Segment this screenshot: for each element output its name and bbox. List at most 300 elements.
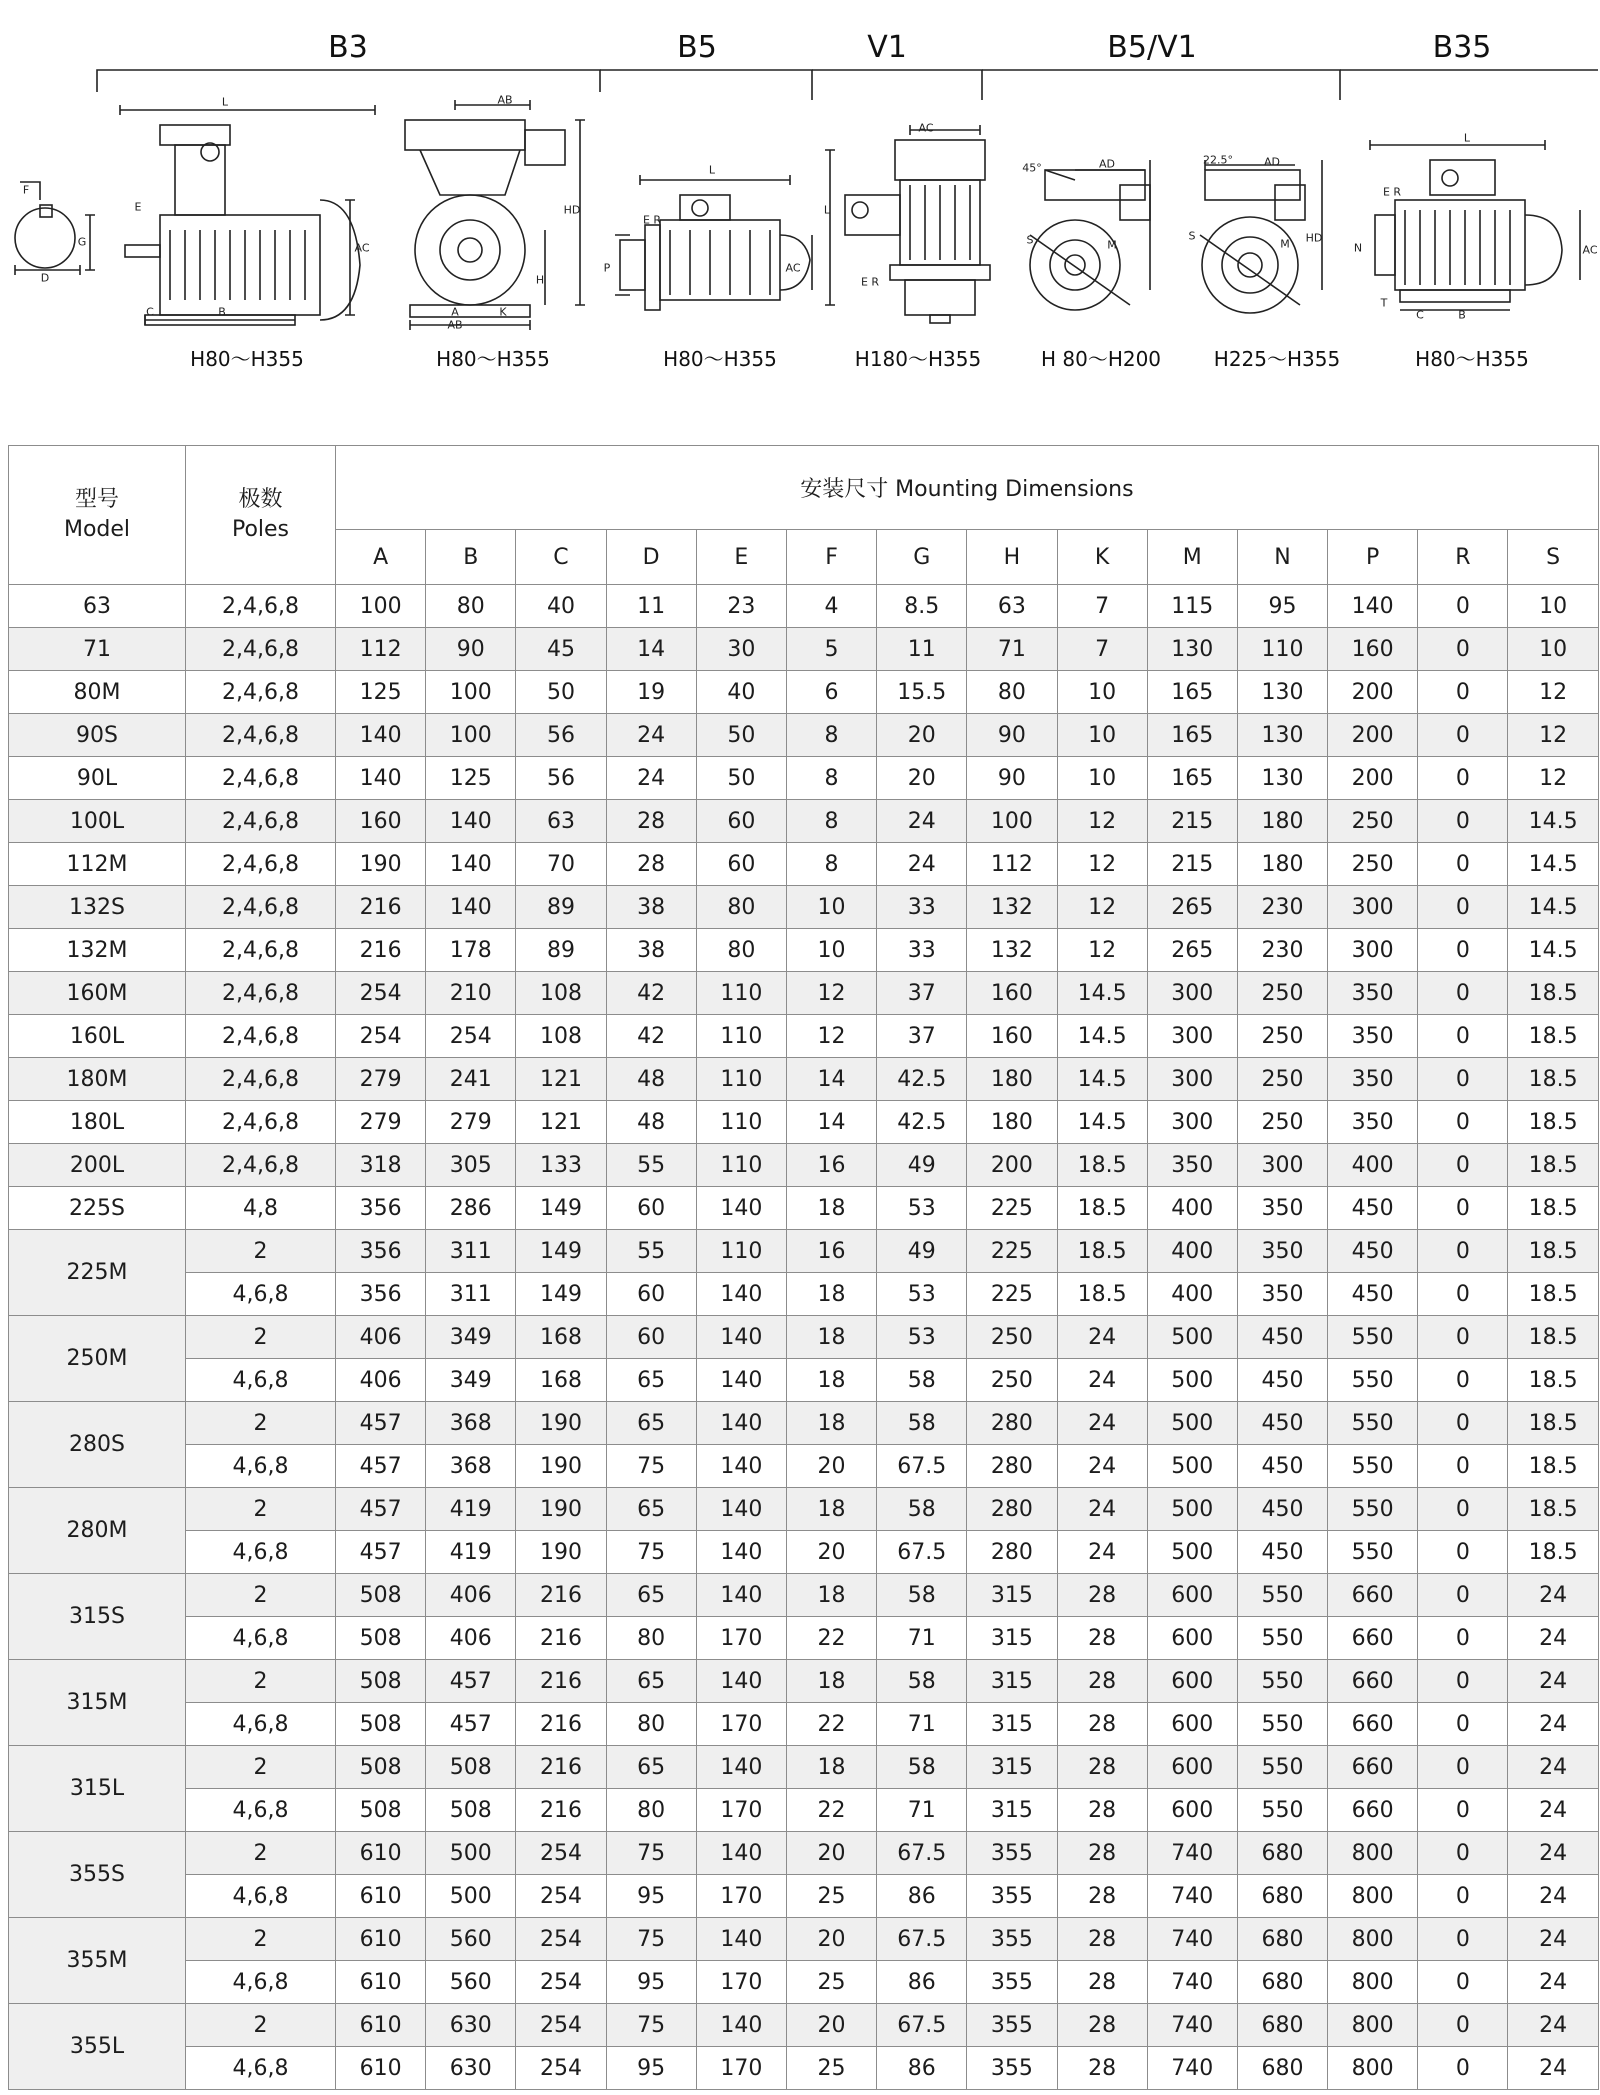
dim-c-b35: C bbox=[1416, 308, 1424, 322]
dimension-cell-p: 160 bbox=[1328, 628, 1418, 671]
dimension-cell-f: 5 bbox=[786, 628, 876, 671]
dimension-cell-p: 250 bbox=[1328, 843, 1418, 886]
b5v1-large-drawing bbox=[1200, 160, 1322, 313]
dimension-cell-a: 356 bbox=[336, 1230, 426, 1273]
dimension-cell-s: 14.5 bbox=[1508, 929, 1598, 972]
dimension-cell-f: 25 bbox=[786, 1961, 876, 2004]
dimension-cell-g: 33 bbox=[877, 929, 967, 972]
table-row bbox=[9, 1316, 1599, 1359]
dimension-cell-m: 740 bbox=[1147, 2004, 1237, 2047]
dimension-cell-p: 800 bbox=[1328, 2047, 1418, 2090]
dimension-cell-e: 140 bbox=[696, 1488, 786, 1531]
poles-cell: 2 bbox=[186, 1402, 336, 1445]
table-row bbox=[9, 1875, 1599, 1918]
range-label-b5v1-small: H 80～H200 bbox=[1040, 347, 1162, 371]
poles-header bbox=[186, 446, 336, 585]
dimension-cell-f: 8 bbox=[786, 843, 876, 886]
dimension-cell-p: 800 bbox=[1328, 1832, 1418, 1875]
model-cell: 132S bbox=[9, 886, 186, 929]
dimension-cell-g: 15.5 bbox=[877, 671, 967, 714]
dimension-cell-c: 45 bbox=[516, 628, 606, 671]
dimension-cell-k: 7 bbox=[1057, 628, 1147, 671]
dimension-cell-m: 165 bbox=[1147, 671, 1237, 714]
poles-cell: 4,6,8 bbox=[186, 1961, 336, 2004]
dimension-cell-m: 600 bbox=[1147, 1574, 1237, 1617]
dimension-cell-a: 610 bbox=[336, 1961, 426, 2004]
dimension-cell-f: 18 bbox=[786, 1402, 876, 1445]
table-row bbox=[9, 2047, 1599, 2090]
dimension-cell-h: 250 bbox=[967, 1316, 1057, 1359]
table-row bbox=[9, 1187, 1599, 1230]
dimension-cell-c: 168 bbox=[516, 1359, 606, 1402]
dimension-cell-m: 500 bbox=[1147, 1402, 1237, 1445]
dimension-cell-c: 50 bbox=[516, 671, 606, 714]
dimension-cell-h: 315 bbox=[967, 1617, 1057, 1660]
dimension-cell-a: 279 bbox=[336, 1058, 426, 1101]
dimension-cell-h: 280 bbox=[967, 1531, 1057, 1574]
poles-cell: 2 bbox=[186, 1316, 336, 1359]
dimension-cell-g: 58 bbox=[877, 1488, 967, 1531]
dimension-cell-e: 110 bbox=[696, 1015, 786, 1058]
dim-hd-large: HD bbox=[1305, 231, 1323, 245]
dimension-cell-n: 680 bbox=[1237, 1961, 1327, 2004]
model-header bbox=[9, 446, 186, 585]
dimension-cell-k: 12 bbox=[1057, 929, 1147, 972]
dim-l-b35: L bbox=[1463, 131, 1471, 145]
dim-s-large: S bbox=[1188, 229, 1196, 243]
dimension-cell-s: 10 bbox=[1508, 585, 1598, 628]
dimension-cell-r: 0 bbox=[1418, 1359, 1508, 1402]
dimension-cell-s: 24 bbox=[1508, 1875, 1598, 1918]
mounting-dimensions-header: 安装尺寸 Mounting Dimensions bbox=[336, 446, 1599, 530]
dimension-cell-e: 50 bbox=[696, 714, 786, 757]
table-row bbox=[9, 972, 1599, 1015]
dimension-cell-k: 12 bbox=[1057, 886, 1147, 929]
dimension-cell-s: 10 bbox=[1508, 628, 1598, 671]
table-row bbox=[9, 1058, 1599, 1101]
dimension-cell-g: 67.5 bbox=[877, 1531, 967, 1574]
dimension-cell-f: 8 bbox=[786, 757, 876, 800]
dimension-cell-n: 350 bbox=[1237, 1230, 1327, 1273]
table-row bbox=[9, 1961, 1599, 2004]
dimension-cell-h: 225 bbox=[967, 1187, 1057, 1230]
dimension-cell-d: 95 bbox=[606, 1961, 696, 2004]
dimension-cell-c: 108 bbox=[516, 972, 606, 1015]
dimension-cell-d: 75 bbox=[606, 1832, 696, 1875]
dimension-cell-f: 14 bbox=[786, 1058, 876, 1101]
dimension-cell-c: 190 bbox=[516, 1488, 606, 1531]
dimension-cell-c: 254 bbox=[516, 2004, 606, 2047]
dimension-cell-p: 200 bbox=[1328, 671, 1418, 714]
dimension-cell-c: 56 bbox=[516, 714, 606, 757]
column-header-g: G bbox=[877, 530, 967, 585]
model-cell: 315M bbox=[9, 1660, 186, 1746]
dimension-cell-d: 42 bbox=[606, 1015, 696, 1058]
mounting-label-b5: B5 bbox=[677, 30, 717, 65]
dimension-cell-a: 254 bbox=[336, 972, 426, 1015]
dimension-cell-k: 28 bbox=[1057, 2047, 1147, 2090]
dimension-cell-r: 0 bbox=[1418, 1875, 1508, 1918]
dimension-cell-c: 149 bbox=[516, 1187, 606, 1230]
dimension-cell-f: 16 bbox=[786, 1230, 876, 1273]
dimension-cell-h: 225 bbox=[967, 1273, 1057, 1316]
dimension-cell-f: 18 bbox=[786, 1746, 876, 1789]
table-row bbox=[9, 886, 1599, 929]
dimension-cell-r: 0 bbox=[1418, 1058, 1508, 1101]
dimension-cell-g: 8.5 bbox=[877, 585, 967, 628]
dimension-cell-f: 12 bbox=[786, 1015, 876, 1058]
range-label-b3-side: H80～H355 bbox=[190, 347, 304, 371]
dimension-cell-k: 24 bbox=[1057, 1359, 1147, 1402]
dimension-cell-r: 0 bbox=[1418, 1187, 1508, 1230]
dimension-cell-g: 86 bbox=[877, 1961, 967, 2004]
dimension-cell-h: 315 bbox=[967, 1660, 1057, 1703]
dimension-cell-a: 254 bbox=[336, 1015, 426, 1058]
dimension-cell-c: 89 bbox=[516, 929, 606, 972]
dimension-cell-s: 18.5 bbox=[1508, 1531, 1598, 1574]
poles-cell: 2,4,6,8 bbox=[186, 757, 336, 800]
poles-cell: 2 bbox=[186, 1230, 336, 1273]
dimension-cell-n: 130 bbox=[1237, 757, 1327, 800]
dimension-cell-p: 350 bbox=[1328, 1101, 1418, 1144]
dimension-cell-k: 28 bbox=[1057, 1703, 1147, 1746]
poles-cell: 2,4,6,8 bbox=[186, 843, 336, 886]
v1-drawing bbox=[825, 125, 990, 323]
dimension-cell-e: 140 bbox=[696, 1574, 786, 1617]
dimension-cell-r: 0 bbox=[1418, 1445, 1508, 1488]
dimension-cell-c: 149 bbox=[516, 1230, 606, 1273]
dimension-cell-f: 4 bbox=[786, 585, 876, 628]
dimension-cell-f: 22 bbox=[786, 1703, 876, 1746]
dimension-cell-p: 800 bbox=[1328, 1961, 1418, 2004]
poles-cell: 4,8 bbox=[186, 1187, 336, 1230]
dimension-cell-f: 8 bbox=[786, 714, 876, 757]
dimension-cell-b: 311 bbox=[426, 1273, 516, 1316]
dimension-cell-n: 250 bbox=[1237, 1058, 1327, 1101]
range-label-b5: H80～H355 bbox=[663, 347, 777, 371]
dimension-cell-p: 550 bbox=[1328, 1402, 1418, 1445]
dimension-cell-a: 140 bbox=[336, 757, 426, 800]
dimension-cell-b: 140 bbox=[426, 886, 516, 929]
poles-cell: 2 bbox=[186, 1832, 336, 1875]
dimension-cell-a: 508 bbox=[336, 1660, 426, 1703]
dimension-cell-r: 0 bbox=[1418, 585, 1508, 628]
dimension-cell-p: 250 bbox=[1328, 800, 1418, 843]
table-row bbox=[9, 1273, 1599, 1316]
dimension-cell-f: 20 bbox=[786, 2004, 876, 2047]
dim-er-v1: E R bbox=[860, 275, 880, 289]
table-row bbox=[9, 1617, 1599, 1660]
dimension-cell-h: 355 bbox=[967, 1961, 1057, 2004]
model-header-en: Model bbox=[63, 517, 131, 542]
dimension-cell-h: 90 bbox=[967, 714, 1057, 757]
dimension-cell-k: 18.5 bbox=[1057, 1144, 1147, 1187]
dimension-cell-s: 18.5 bbox=[1508, 1359, 1598, 1402]
column-header-n: N bbox=[1237, 530, 1327, 585]
dimension-cell-g: 58 bbox=[877, 1660, 967, 1703]
column-header-f: F bbox=[786, 530, 876, 585]
dimension-cell-n: 300 bbox=[1237, 1144, 1327, 1187]
column-header-a: A bbox=[336, 530, 426, 585]
dimension-cell-a: 457 bbox=[336, 1531, 426, 1574]
dimension-cell-p: 660 bbox=[1328, 1789, 1418, 1832]
dimension-cell-d: 65 bbox=[606, 1359, 696, 1402]
dimension-cell-b: 241 bbox=[426, 1058, 516, 1101]
dimension-cell-d: 24 bbox=[606, 757, 696, 800]
dimension-cell-b: 80 bbox=[426, 585, 516, 628]
poles-cell: 2,4,6,8 bbox=[186, 1015, 336, 1058]
dimension-cell-g: 58 bbox=[877, 1402, 967, 1445]
mounting-label-b35: B35 bbox=[1432, 30, 1492, 65]
bracket-b3 bbox=[97, 70, 600, 92]
dimension-cell-r: 0 bbox=[1418, 1144, 1508, 1187]
dimension-cell-d: 65 bbox=[606, 1746, 696, 1789]
dimension-cell-m: 400 bbox=[1147, 1273, 1237, 1316]
table-row bbox=[9, 1574, 1599, 1617]
dimension-cell-s: 24 bbox=[1508, 2047, 1598, 2090]
dimension-cell-b: 560 bbox=[426, 1918, 516, 1961]
dimension-cell-b: 630 bbox=[426, 2004, 516, 2047]
dimension-cell-s: 14.5 bbox=[1508, 886, 1598, 929]
bracket-b5 bbox=[600, 70, 812, 100]
dimension-cell-s: 18.5 bbox=[1508, 1230, 1598, 1273]
dimension-cell-g: 37 bbox=[877, 1015, 967, 1058]
dim-f: F bbox=[22, 183, 30, 197]
dimension-cell-a: 610 bbox=[336, 2047, 426, 2090]
poles-cell: 2 bbox=[186, 1660, 336, 1703]
dim-g: G bbox=[77, 235, 87, 249]
model-cell: 180L bbox=[9, 1101, 186, 1144]
dim-c-b3: C bbox=[146, 305, 154, 319]
dimension-cell-r: 0 bbox=[1418, 1488, 1508, 1531]
dimension-cell-g: 58 bbox=[877, 1746, 967, 1789]
dim-ac-b3: AC bbox=[354, 241, 370, 255]
column-header-c: C bbox=[516, 530, 606, 585]
dimension-cell-a: 140 bbox=[336, 714, 426, 757]
dimension-cell-p: 550 bbox=[1328, 1488, 1418, 1531]
poles-cell: 2 bbox=[186, 1746, 336, 1789]
dimension-cell-c: 216 bbox=[516, 1703, 606, 1746]
dimension-cell-r: 0 bbox=[1418, 972, 1508, 1015]
dimension-cell-n: 230 bbox=[1237, 929, 1327, 972]
dimension-cell-c: 70 bbox=[516, 843, 606, 886]
dimension-cell-a: 508 bbox=[336, 1617, 426, 1660]
dimension-cell-n: 450 bbox=[1237, 1402, 1327, 1445]
dimension-cell-m: 215 bbox=[1147, 800, 1237, 843]
dimension-cell-s: 24 bbox=[1508, 1617, 1598, 1660]
table-row bbox=[9, 1402, 1599, 1445]
poles-cell: 4,6,8 bbox=[186, 1789, 336, 1832]
mounting-label-v1: V1 bbox=[867, 30, 907, 65]
dimension-cell-c: 216 bbox=[516, 1617, 606, 1660]
dimension-cell-b: 500 bbox=[426, 1875, 516, 1918]
dimension-cell-c: 216 bbox=[516, 1660, 606, 1703]
dimension-cell-h: 160 bbox=[967, 1015, 1057, 1058]
dimension-cell-f: 6 bbox=[786, 671, 876, 714]
mounting-drawings bbox=[0, 0, 1600, 390]
dimension-cell-p: 450 bbox=[1328, 1273, 1418, 1316]
dimension-cell-r: 0 bbox=[1418, 929, 1508, 972]
dimension-cell-a: 356 bbox=[336, 1273, 426, 1316]
dimension-cell-h: 315 bbox=[967, 1789, 1057, 1832]
dimension-cell-f: 10 bbox=[786, 929, 876, 972]
dim-a-b3: A bbox=[451, 305, 459, 319]
model-cell: 200L bbox=[9, 1144, 186, 1187]
dimension-cell-m: 300 bbox=[1147, 1058, 1237, 1101]
dimension-cell-a: 125 bbox=[336, 671, 426, 714]
dimension-cell-d: 75 bbox=[606, 2004, 696, 2047]
dimension-cell-a: 216 bbox=[336, 929, 426, 972]
dimension-cell-c: 121 bbox=[516, 1058, 606, 1101]
poles-header-en: Poles bbox=[231, 517, 290, 542]
dimension-cell-e: 170 bbox=[696, 1875, 786, 1918]
dimension-cell-m: 740 bbox=[1147, 1875, 1237, 1918]
dimension-cell-p: 350 bbox=[1328, 972, 1418, 1015]
model-cell: 315S bbox=[9, 1574, 186, 1660]
dimension-cell-d: 65 bbox=[606, 1488, 696, 1531]
dimension-cell-c: 216 bbox=[516, 1746, 606, 1789]
range-label-b3-front: H80～H355 bbox=[436, 347, 550, 371]
dimension-cell-e: 30 bbox=[696, 628, 786, 671]
bracket-b5v1 bbox=[982, 70, 1340, 100]
dimension-cell-f: 20 bbox=[786, 1445, 876, 1488]
dimension-cell-g: 71 bbox=[877, 1703, 967, 1746]
table-row bbox=[9, 1703, 1599, 1746]
dimension-cell-p: 800 bbox=[1328, 1918, 1418, 1961]
dimension-cell-d: 95 bbox=[606, 2047, 696, 2090]
dim-s-small: S bbox=[1026, 233, 1034, 247]
dimension-cell-r: 0 bbox=[1418, 2047, 1508, 2090]
column-header-h: H bbox=[967, 530, 1057, 585]
model-cell: 225S bbox=[9, 1187, 186, 1230]
dimension-cell-k: 24 bbox=[1057, 1445, 1147, 1488]
dimension-cell-k: 14.5 bbox=[1057, 1058, 1147, 1101]
dimension-cell-s: 14.5 bbox=[1508, 800, 1598, 843]
dimension-cell-s: 12 bbox=[1508, 757, 1598, 800]
dimension-cell-p: 200 bbox=[1328, 714, 1418, 757]
dimension-cell-e: 80 bbox=[696, 886, 786, 929]
dimension-cell-h: 355 bbox=[967, 1918, 1057, 1961]
dimension-cell-d: 65 bbox=[606, 1574, 696, 1617]
dimension-cell-h: 71 bbox=[967, 628, 1057, 671]
dimension-cell-a: 610 bbox=[336, 1875, 426, 1918]
dimension-cell-p: 550 bbox=[1328, 1359, 1418, 1402]
dimension-cell-n: 550 bbox=[1237, 1574, 1327, 1617]
dimension-cell-n: 550 bbox=[1237, 1789, 1327, 1832]
dimension-cell-k: 14.5 bbox=[1057, 1015, 1147, 1058]
dimension-cell-r: 0 bbox=[1418, 714, 1508, 757]
dimension-cell-e: 140 bbox=[696, 1316, 786, 1359]
dimension-cell-s: 18.5 bbox=[1508, 1101, 1598, 1144]
dimension-cell-g: 20 bbox=[877, 757, 967, 800]
dimension-cell-c: 133 bbox=[516, 1144, 606, 1187]
dimension-cell-p: 140 bbox=[1328, 585, 1418, 628]
dimension-cell-e: 170 bbox=[696, 1703, 786, 1746]
dimension-cell-g: 58 bbox=[877, 1359, 967, 1402]
dimension-cell-g: 86 bbox=[877, 1875, 967, 1918]
dimension-cell-e: 110 bbox=[696, 972, 786, 1015]
dimension-cell-b: 349 bbox=[426, 1359, 516, 1402]
poles-cell: 2,4,6,8 bbox=[186, 671, 336, 714]
dim-ad-small: AD bbox=[1099, 157, 1115, 171]
dimension-cell-e: 110 bbox=[696, 1144, 786, 1187]
dimension-cell-m: 740 bbox=[1147, 1961, 1237, 2004]
dimension-cell-k: 14.5 bbox=[1057, 1101, 1147, 1144]
dimension-cell-e: 140 bbox=[696, 1402, 786, 1445]
dimension-cell-p: 450 bbox=[1328, 1187, 1418, 1230]
b5-drawing bbox=[615, 175, 812, 310]
poles-cell: 4,6,8 bbox=[186, 1703, 336, 1746]
model-cell: 80M bbox=[9, 671, 186, 714]
poles-cell: 2 bbox=[186, 2004, 336, 2047]
table-row bbox=[9, 757, 1599, 800]
table-row bbox=[9, 929, 1599, 972]
dimension-cell-e: 140 bbox=[696, 1531, 786, 1574]
dimension-cell-c: 108 bbox=[516, 1015, 606, 1058]
dimension-cell-a: 457 bbox=[336, 1402, 426, 1445]
dimension-cell-h: 112 bbox=[967, 843, 1057, 886]
table-body bbox=[9, 585, 1599, 2090]
dimension-cell-b: 286 bbox=[426, 1187, 516, 1230]
dimension-cell-n: 350 bbox=[1237, 1187, 1327, 1230]
dimension-cell-a: 457 bbox=[336, 1488, 426, 1531]
dimension-cell-e: 50 bbox=[696, 757, 786, 800]
dimension-cell-c: 190 bbox=[516, 1445, 606, 1488]
dimension-cell-e: 140 bbox=[696, 1273, 786, 1316]
dimension-cell-m: 400 bbox=[1147, 1230, 1237, 1273]
dim-t-b35: T bbox=[1380, 296, 1388, 310]
dimension-cell-d: 80 bbox=[606, 1703, 696, 1746]
model-cell: 160L bbox=[9, 1015, 186, 1058]
poles-cell: 2,4,6,8 bbox=[186, 886, 336, 929]
dimension-cell-b: 368 bbox=[426, 1445, 516, 1488]
dimension-cell-h: 132 bbox=[967, 886, 1057, 929]
dimension-cell-h: 315 bbox=[967, 1746, 1057, 1789]
dimension-cell-r: 0 bbox=[1418, 1703, 1508, 1746]
dimension-cell-f: 25 bbox=[786, 2047, 876, 2090]
dimension-cell-f: 10 bbox=[786, 886, 876, 929]
dimension-cell-a: 216 bbox=[336, 886, 426, 929]
dimension-cell-h: 180 bbox=[967, 1101, 1057, 1144]
dimension-cell-n: 130 bbox=[1237, 714, 1327, 757]
dimension-cell-d: 42 bbox=[606, 972, 696, 1015]
dimension-cell-h: 63 bbox=[967, 585, 1057, 628]
dimension-cell-h: 90 bbox=[967, 757, 1057, 800]
dimension-cell-n: 680 bbox=[1237, 1918, 1327, 1961]
dim-d: D bbox=[40, 271, 50, 285]
dimension-cell-p: 300 bbox=[1328, 929, 1418, 972]
dimension-cell-f: 18 bbox=[786, 1187, 876, 1230]
table-row bbox=[9, 843, 1599, 886]
dimension-cell-k: 24 bbox=[1057, 1316, 1147, 1359]
dimension-cell-b: 406 bbox=[426, 1617, 516, 1660]
dimension-cell-k: 24 bbox=[1057, 1531, 1147, 1574]
dimension-cell-f: 18 bbox=[786, 1488, 876, 1531]
dimension-cell-f: 14 bbox=[786, 1101, 876, 1144]
b5v1-small-drawing bbox=[1030, 157, 1150, 310]
dimension-cell-e: 40 bbox=[696, 671, 786, 714]
dimension-cell-b: 457 bbox=[426, 1703, 516, 1746]
dimension-cell-m: 500 bbox=[1147, 1488, 1237, 1531]
dimension-cell-h: 355 bbox=[967, 2047, 1057, 2090]
dimension-cell-m: 165 bbox=[1147, 757, 1237, 800]
range-label-v1: H180～H355 bbox=[854, 347, 982, 371]
dimension-cell-s: 24 bbox=[1508, 1660, 1598, 1703]
dimension-cell-d: 60 bbox=[606, 1273, 696, 1316]
dimension-cell-g: 24 bbox=[877, 843, 967, 886]
range-label-b35: H80～H355 bbox=[1415, 347, 1529, 371]
poles-cell: 4,6,8 bbox=[186, 1875, 336, 1918]
